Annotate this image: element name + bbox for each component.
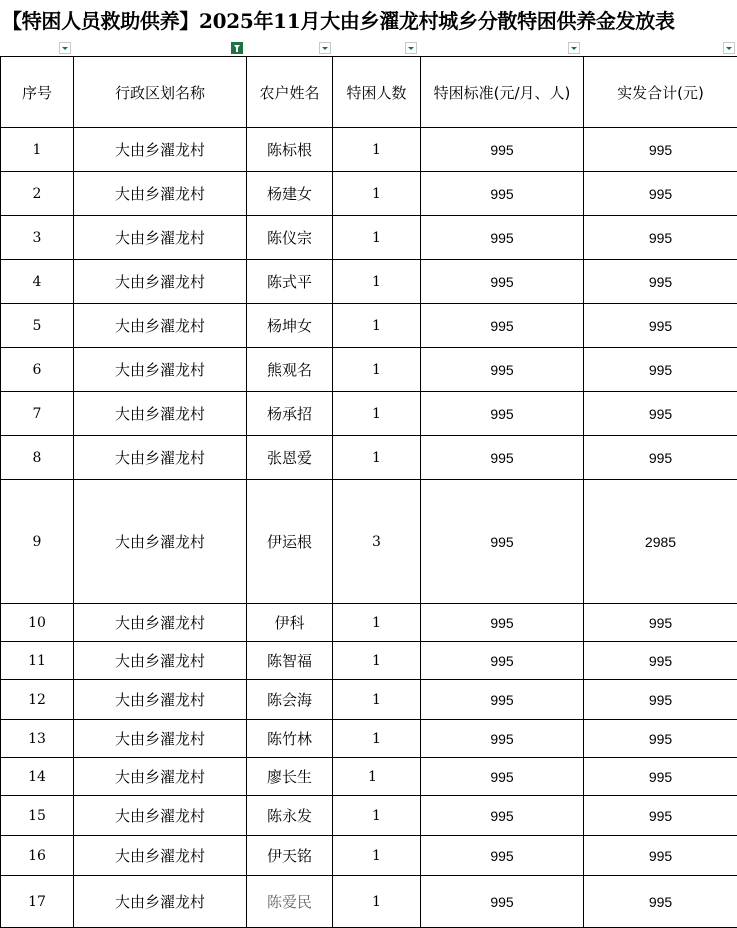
- table-row: [1, 642, 737, 680]
- cell-count[interactable]: 1: [333, 436, 421, 480]
- cell-no[interactable]: 6: [1, 348, 74, 392]
- cell-total[interactable]: 995: [584, 876, 737, 928]
- cell-total[interactable]: 995: [584, 720, 737, 758]
- table-row: [1, 172, 737, 216]
- filter-row: [0, 42, 737, 56]
- cell-area[interactable]: 大由乡濯龙村: [74, 216, 247, 260]
- cell-no[interactable]: 12: [1, 680, 74, 720]
- cell-name[interactable]: 陈竹林: [247, 720, 333, 758]
- cell-total[interactable]: 995: [584, 680, 737, 720]
- cell-name[interactable]: 陈标根: [247, 128, 333, 172]
- cell-total[interactable]: 995: [584, 758, 737, 796]
- cell-no[interactable]: 8: [1, 436, 74, 480]
- relief-table: [0, 56, 737, 928]
- cell-area[interactable]: 大由乡濯龙村: [74, 876, 247, 928]
- table-row: [1, 680, 737, 720]
- table-row: [1, 216, 737, 260]
- cell-area[interactable]: 大由乡濯龙村: [74, 304, 247, 348]
- cell-no[interactable]: 1: [1, 128, 74, 172]
- filter-dropdown-icon-col-1[interactable]: [59, 42, 71, 54]
- table-row: [1, 260, 737, 304]
- cell-standard[interactable]: 995: [421, 642, 584, 680]
- header-standard[interactable]: 特困标准(元/月、人): [421, 57, 584, 128]
- filter-dropdown-icon-col-6[interactable]: [723, 42, 735, 54]
- cell-count[interactable]: 1: [333, 604, 421, 642]
- header-count[interactable]: 特困人数: [333, 57, 421, 128]
- cell-name[interactable]: 廖长生: [247, 758, 333, 796]
- cell-area[interactable]: 大由乡濯龙村: [74, 480, 247, 604]
- cell-name[interactable]: 熊观名: [247, 348, 333, 392]
- table-row: [1, 796, 737, 836]
- cell-standard[interactable]: 995: [421, 480, 584, 604]
- cell-standard[interactable]: 995: [421, 172, 584, 216]
- cell-name[interactable]: 伊科: [247, 604, 333, 642]
- cell-standard[interactable]: 995: [421, 348, 584, 392]
- cell-no[interactable]: 16: [1, 836, 74, 876]
- cell-total[interactable]: 995: [584, 260, 737, 304]
- cell-total[interactable]: 995: [584, 796, 737, 836]
- header-name[interactable]: 农户姓名: [247, 57, 333, 128]
- cell-no[interactable]: 3: [1, 216, 74, 260]
- table-row: [1, 604, 737, 642]
- filter-active-icon-col-2[interactable]: [231, 42, 243, 54]
- cell-total[interactable]: 995: [584, 348, 737, 392]
- table-row: [1, 480, 737, 604]
- cell-area[interactable]: 大由乡濯龙村: [74, 348, 247, 392]
- cell-area[interactable]: 大由乡濯龙村: [74, 720, 247, 758]
- header-total[interactable]: 实发合计(元): [584, 57, 737, 128]
- cell-total[interactable]: 995: [584, 642, 737, 680]
- cell-no[interactable]: 11: [1, 642, 74, 680]
- sheet-title: 【特困人员救助供养】2025年11月大由乡濯龙村城乡分散特困供养金发放表: [0, 0, 737, 42]
- cell-standard[interactable]: 995: [421, 604, 584, 642]
- cell-count[interactable]: 1: [333, 216, 421, 260]
- cell-standard[interactable]: 995: [421, 128, 584, 172]
- table-row: [1, 758, 737, 796]
- filter-dropdown-icon-col-3[interactable]: [319, 42, 331, 54]
- cell-count[interactable]: 1: [333, 796, 421, 836]
- cell-count[interactable]: 1: [333, 348, 421, 392]
- cell-no[interactable]: 15: [1, 796, 74, 836]
- cell-area[interactable]: 大由乡濯龙村: [74, 604, 247, 642]
- cell-standard[interactable]: 995: [421, 392, 584, 436]
- cell-area[interactable]: 大由乡濯龙村: [74, 436, 247, 480]
- cell-area[interactable]: 大由乡濯龙村: [74, 758, 247, 796]
- cell-area[interactable]: 大由乡濯龙村: [74, 392, 247, 436]
- table-row: [1, 392, 737, 436]
- cell-standard[interactable]: 995: [421, 758, 584, 796]
- cell-name[interactable]: 杨承招: [247, 392, 333, 436]
- cell-total[interactable]: 995: [584, 216, 737, 260]
- cell-no[interactable]: 7: [1, 392, 74, 436]
- cell-area[interactable]: 大由乡濯龙村: [74, 836, 247, 876]
- cell-count[interactable]: 1: [333, 876, 421, 928]
- table-row: [1, 836, 737, 876]
- cell-standard[interactable]: 995: [421, 304, 584, 348]
- cell-area[interactable]: 大由乡濯龙村: [74, 260, 247, 304]
- table-row: [1, 876, 737, 928]
- filter-dropdown-icon-col-5[interactable]: [568, 42, 580, 54]
- cell-count[interactable]: 1: [333, 392, 421, 436]
- cell-name[interactable]: 伊运根: [247, 480, 333, 604]
- cell-area[interactable]: 大由乡濯龙村: [74, 172, 247, 216]
- header-no[interactable]: 序号: [1, 57, 74, 128]
- cell-total[interactable]: 995: [584, 172, 737, 216]
- cell-total[interactable]: 2985: [584, 480, 737, 604]
- cell-name[interactable]: 张恩爱: [247, 436, 333, 480]
- cell-standard[interactable]: 995: [421, 260, 584, 304]
- cell-name[interactable]: 陈永发: [247, 796, 333, 836]
- cell-name[interactable]: 伊天铭: [247, 836, 333, 876]
- table-row: [1, 436, 737, 480]
- table-row: [1, 128, 737, 172]
- cell-count[interactable]: 1: [333, 172, 421, 216]
- cell-count[interactable]: 1: [333, 642, 421, 680]
- cell-count-value: 1: [368, 769, 377, 785]
- cell-no[interactable]: 9: [1, 480, 74, 604]
- cell-no[interactable]: 17: [1, 876, 74, 928]
- header-area[interactable]: 行政区划名称: [74, 57, 247, 128]
- cell-area[interactable]: 大由乡濯龙村: [74, 642, 247, 680]
- cell-count[interactable]: 1: [333, 836, 421, 876]
- cell-standard[interactable]: 995: [421, 216, 584, 260]
- cell-standard[interactable]: 995: [421, 796, 584, 836]
- cell-count[interactable]: 1: [333, 680, 421, 720]
- cell-no[interactable]: 5: [1, 304, 74, 348]
- cell-name[interactable]: 陈仪宗: [247, 216, 333, 260]
- cell-name[interactable]: 杨建女: [247, 172, 333, 216]
- cell-no[interactable]: 4: [1, 260, 74, 304]
- cell-count[interactable]: 1: [333, 304, 421, 348]
- cell-standard[interactable]: 995: [421, 436, 584, 480]
- cell-total[interactable]: 995: [584, 836, 737, 876]
- cell-count[interactable]: [333, 758, 421, 796]
- cell-name[interactable]: 陈智福: [247, 642, 333, 680]
- cell-standard[interactable]: 995: [421, 680, 584, 720]
- cell-total[interactable]: 995: [584, 304, 737, 348]
- cell-total[interactable]: 995: [584, 392, 737, 436]
- cell-area[interactable]: 大由乡濯龙村: [74, 796, 247, 836]
- cell-no[interactable]: 2: [1, 172, 74, 216]
- cell-area[interactable]: 大由乡濯龙村: [74, 680, 247, 720]
- cell-count[interactable]: 1: [333, 720, 421, 758]
- cell-count[interactable]: 1: [333, 260, 421, 304]
- table-row: [1, 304, 737, 348]
- filter-dropdown-icon-col-4[interactable]: [405, 42, 417, 54]
- cell-standard[interactable]: 995: [421, 720, 584, 758]
- cell-count[interactable]: 3: [333, 480, 421, 604]
- cell-name[interactable]: 陈会海: [247, 680, 333, 720]
- header-row: [1, 57, 737, 128]
- cell-no[interactable]: 10: [1, 604, 74, 642]
- table-row: [1, 348, 737, 392]
- cell-standard[interactable]: 995: [421, 836, 584, 876]
- cell-total[interactable]: 995: [584, 436, 737, 480]
- cell-total[interactable]: 995: [584, 604, 737, 642]
- cell-name[interactable]: 陈式平: [247, 260, 333, 304]
- cell-no[interactable]: 13: [1, 720, 74, 758]
- cell-area[interactable]: 大由乡濯龙村: [74, 128, 247, 172]
- cell-count[interactable]: 1: [333, 128, 421, 172]
- cell-total[interactable]: 995: [584, 128, 737, 172]
- table-row: [1, 720, 737, 758]
- cell-name[interactable]: 杨坤女: [247, 304, 333, 348]
- cell-standard[interactable]: 995: [421, 876, 584, 928]
- cell-no[interactable]: 14: [1, 758, 74, 796]
- cell-name[interactable]: 陈爱民: [247, 876, 333, 928]
